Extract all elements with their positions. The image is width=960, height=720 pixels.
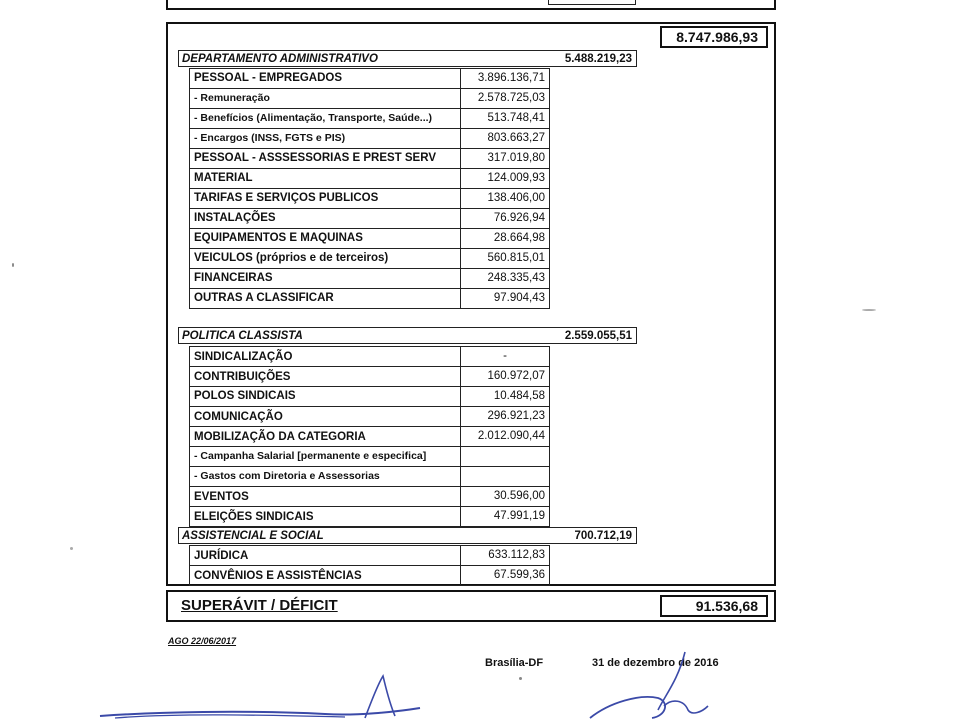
scan-speck [519, 677, 522, 680]
table-row [190, 129, 550, 149]
row-label: SINDICALIZAÇÃO [190, 347, 461, 367]
row-value: 317.019,80 [461, 149, 550, 169]
table-row [190, 546, 550, 566]
scan-speck [12, 263, 14, 267]
signature-left [95, 672, 425, 720]
row-value: 10.484,58 [461, 387, 550, 407]
row-value: 560.815,01 [461, 249, 550, 269]
table-row [190, 229, 550, 249]
row-value: 2.012.090,44 [461, 427, 550, 447]
result-label: SUPERÁVIT / DÉFICIT [181, 597, 338, 614]
row-value: 633.112,83 [461, 546, 550, 566]
row-label: - Remuneração [190, 89, 461, 109]
row-value: 248.335,43 [461, 269, 550, 289]
row-label: ELEIÇÕES SINDICAIS [190, 507, 461, 527]
result-value: 91.536,68 [695, 598, 758, 614]
row-value: 47.991,19 [461, 507, 550, 527]
section-title: POLITICA CLASSISTA [182, 330, 303, 342]
row-label: - Encargos (INSS, FGTS e PIS) [190, 129, 461, 149]
row-label: INSTALAÇÕES [190, 209, 461, 229]
row-label: - Benefícios (Alimentação, Transporte, Saúde...) [190, 109, 461, 129]
row-label: MOBILIZAÇÃO DA CATEGORIA [190, 427, 461, 447]
table-row [190, 447, 550, 467]
section-title: ASSISTENCIAL E SOCIAL [182, 530, 324, 542]
row-value: 296.921,23 [461, 407, 550, 427]
row-label: CONVÊNIOS E ASSISTÊNCIAS [190, 566, 461, 586]
table-row [190, 269, 550, 289]
scan-speck [862, 309, 876, 311]
row-value: 67.599,36 [461, 566, 550, 586]
table-row [190, 347, 550, 367]
table-row [190, 289, 550, 309]
row-label: FINANCEIRAS [190, 269, 461, 289]
section-title: DEPARTAMENTO ADMINISTRATIVO [182, 53, 378, 65]
row-label: PESSOAL - ASSSESSORIAS E PREST SERV [190, 149, 461, 169]
table-politica-classista [189, 346, 550, 527]
table-row [190, 89, 550, 109]
table-row [190, 209, 550, 229]
table-row [190, 407, 550, 427]
row-value: 30.596,00 [461, 487, 550, 507]
table-row [190, 249, 550, 269]
row-label: POLOS SINDICAIS [190, 387, 461, 407]
table-row [190, 427, 550, 447]
table-row [190, 149, 550, 169]
row-label: VEICULOS (próprios e de terceiros) [190, 249, 461, 269]
row-label: EQUIPAMENTOS E MAQUINAS [190, 229, 461, 249]
section-total: 5.488.219,23 [564, 53, 632, 65]
row-value [461, 467, 550, 487]
table-row [190, 467, 550, 487]
row-label: PESSOAL - EMPREGADOS [190, 69, 461, 89]
table-row [190, 487, 550, 507]
row-label: - Gastos com Diretoria e Assessorias [190, 467, 461, 487]
row-value: - [461, 347, 550, 367]
table-row [190, 387, 550, 407]
row-value: 28.664,98 [461, 229, 550, 249]
row-label: EVENTOS [190, 487, 461, 507]
table-row [190, 189, 550, 209]
row-value [461, 447, 550, 467]
grand-total-value: 8.747.986,93 [676, 29, 758, 45]
row-label: MATERIAL [190, 169, 461, 189]
row-value: 124.009,93 [461, 169, 550, 189]
grand-total-box [660, 26, 768, 48]
table-administrativo [189, 68, 550, 309]
date-text: 31 de dezembro de 2016 [592, 657, 719, 669]
table-row [190, 169, 550, 189]
row-value: 76.926,94 [461, 209, 550, 229]
row-label: CONTRIBUIÇÕES [190, 367, 461, 387]
table-row [190, 109, 550, 129]
row-value: 803.663,27 [461, 129, 550, 149]
table-row [190, 367, 550, 387]
top-box-cell-remnant [548, 0, 636, 5]
row-label: - Campanha Salarial [permanente e especifica] [190, 447, 461, 467]
signature-right [580, 650, 730, 720]
row-value: 138.406,00 [461, 189, 550, 209]
row-value: 3.896.136,71 [461, 69, 550, 89]
row-value: 513.748,41 [461, 109, 550, 129]
ago-note: AGO 22/06/2017 [168, 636, 237, 646]
top-box-remnant [166, 0, 776, 10]
row-value: 97.904,43 [461, 289, 550, 309]
row-label: TARIFAS E SERVIÇOS PUBLICOS [190, 189, 461, 209]
section-total: 2.559.055,51 [564, 330, 632, 342]
table-assistencial-social [189, 545, 550, 586]
scan-speck [70, 547, 73, 550]
table-row [190, 69, 550, 89]
section-total: 700.712,19 [574, 530, 632, 542]
place-text: Brasília-DF [485, 657, 544, 669]
row-value: 160.972,07 [461, 367, 550, 387]
table-row [190, 507, 550, 527]
row-label: COMUNICAÇÃO [190, 407, 461, 427]
row-label: JURÍDICA [190, 546, 461, 566]
table-row [190, 566, 550, 586]
row-value: 2.578.725,03 [461, 89, 550, 109]
row-label: OUTRAS A CLASSIFICAR [190, 289, 461, 309]
result-value-box [660, 595, 768, 617]
